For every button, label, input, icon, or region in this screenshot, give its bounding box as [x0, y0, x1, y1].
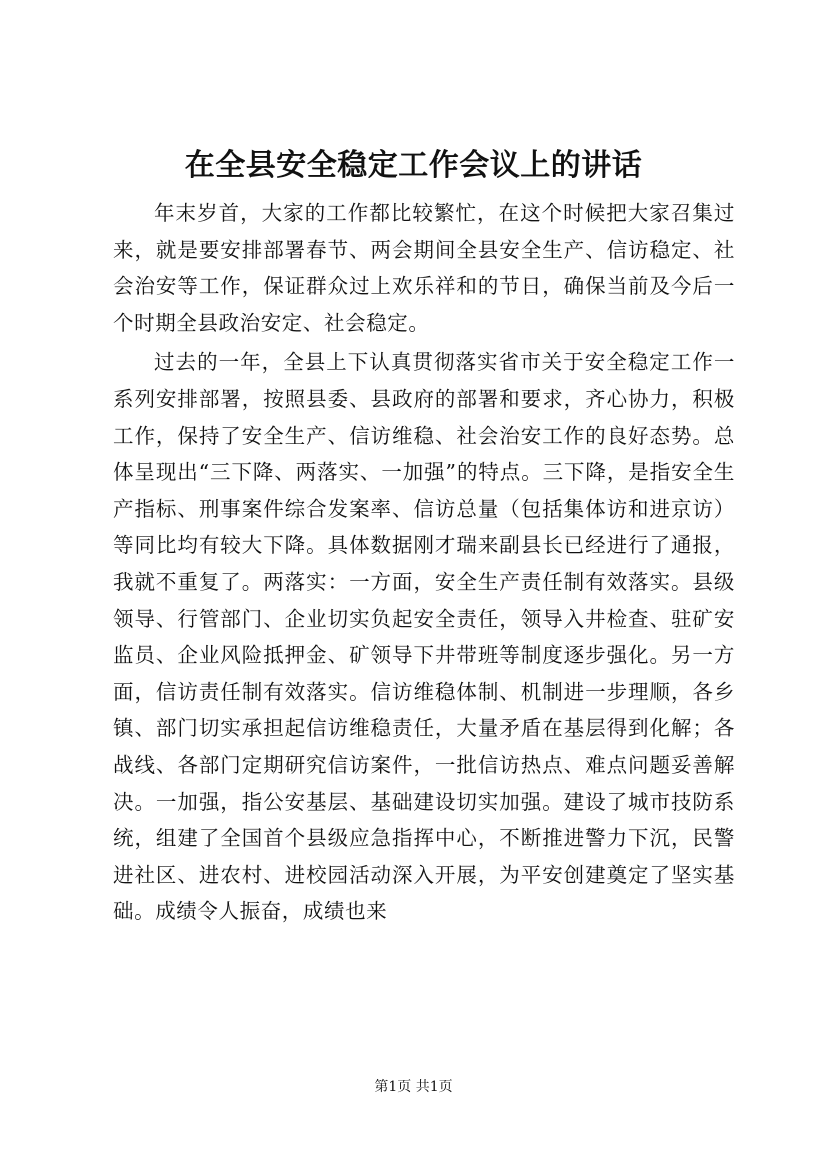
paragraph-intro: 年末岁首，大家的工作都比较繁忙，在这个时候把大家召集过来，就是要安排部署春节、两会期间全县安全生产、信访稳定、社会治安等工作，保证群众过上欢乐祥和的节日，确保当前及今后一个时期全县政治安定、社会稳定。 [113, 201, 735, 335]
paragraph-review: 过去的一年，全县上下认真贯彻落实省市关于安全稳定工作一系列安排部署，按照县委、县政府的部署和要求，齐心协力，积极工作，保持了安全生产、信访维稳、社会治安工作的良好态势。总体呈现出“三下降、两落实、一加强”的特点。三下降，是指安全生产指标、刑事案件综合发案率、信访总量（包括集体访和进京访）等同比均有较大下降。具体数据刚才瑞来副县长已经进行了通报，我就不重复了。两落实：一方面，安全生产责任制有效落实。县级领导、行管部门、企业切实负起安全责任，领导入井检查、驻矿安监员、企业风险抵押金、矿领导下井带班等制度逐步强化。另一方面，信访责任制有效落实。信访维稳体制、机制进一步理顺，各乡镇、部门切实承担起信访维稳责任，大量矛盾在基层得到化解；各战线、各部门定期研究信访案件，一批信访热点、难点问题妥善解决。一加强，指公安基层、基础建设切实加强。建设了城市技防系统，组建了全国首个县级应急指挥中心，不断推进警力下沉，民警进社区、进农村、进校园活动深入开展，为平安创建奠定了坚实基础。成绩令人振奋，成绩也来 [113, 350, 735, 924]
page-footer: 第1页 共1页 [374, 1079, 453, 1095]
document-title: 在全县安全稳定工作会议上的讲话 [184, 148, 643, 183]
document-body [113, 195, 735, 930]
